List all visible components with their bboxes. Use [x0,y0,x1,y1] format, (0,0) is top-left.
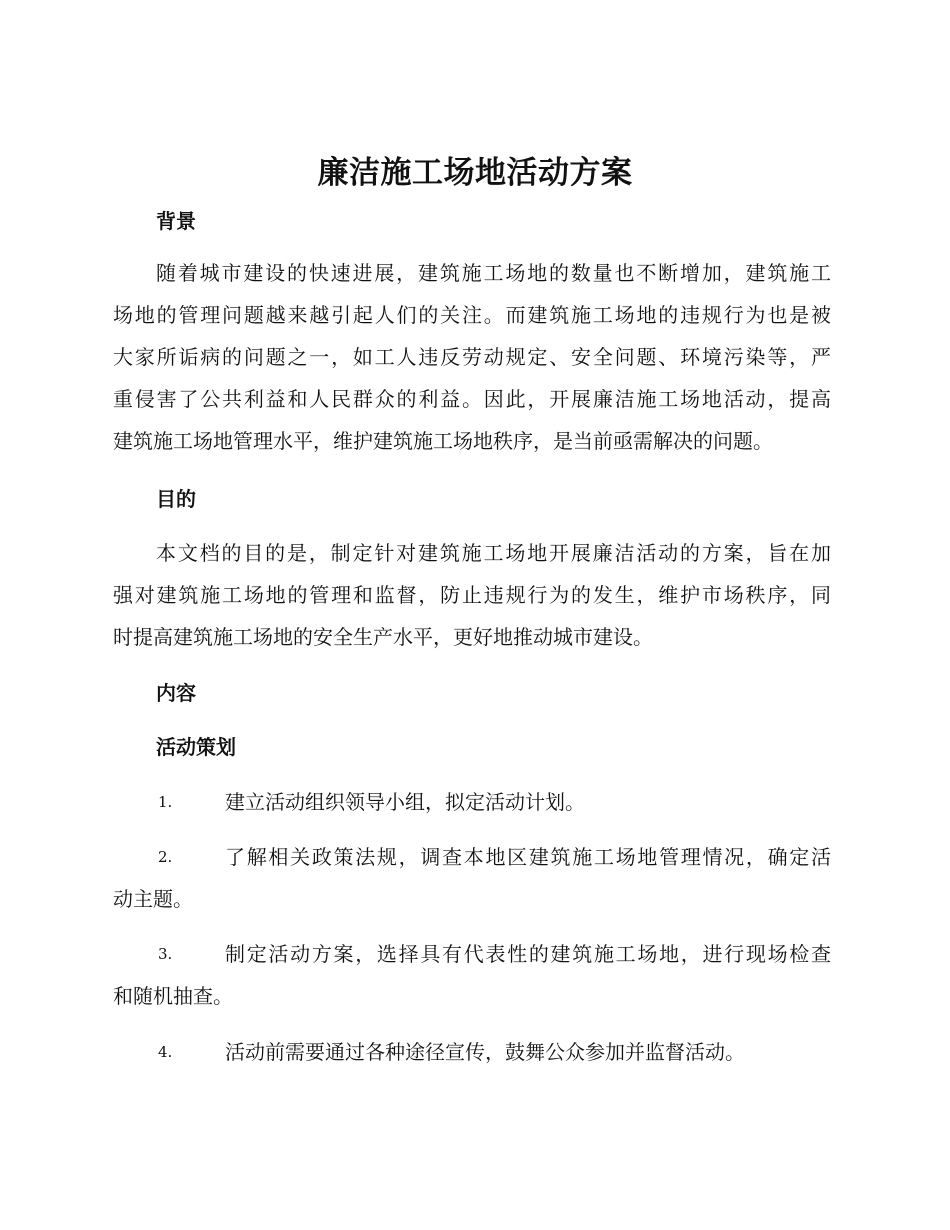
list-item-line: 建立活动组织领导小组，拟定活动计划。 [225,790,585,814]
paragraph-background [113,252,831,462]
list-item-line: 动主题。 [113,887,193,911]
list-item-number: 4. [158,1043,173,1061]
paragraph-line: 随着城市建设的快速进展，建筑施工场地的数量也不断增加，建筑施工 [156,261,831,285]
section-heading-content: 内容 [156,681,196,705]
list-item-line: 和随机抽查。 [113,984,233,1008]
list-item-number: 1. [158,793,173,811]
list-item-line: 制定活动方案，选择具有代表性的建筑施工场地，进行现场检查 [225,942,831,966]
paragraph-line: 大家所诟病的问题之一，如工人违反劳动规定、安全问题、环境污染等，严 [113,345,831,369]
list-item-number: 3. [158,945,173,963]
paragraph-purpose [113,532,831,658]
paragraph-line: 本文档的目的是，制定针对建筑施工场地开展廉洁活动的方案，旨在加 [156,541,831,565]
list-item-line: 了解相关政策法规，调查本地区建筑施工场地管理情况，确定活 [225,845,831,869]
paragraph-line: 重侵害了公共利益和人民群众的利益。因此，开展廉洁施工场地活动，提高 [113,387,831,411]
list-item-line: 活动前需要通过各种途径宣传，鼓舞公众参加并监督活动。 [225,1040,745,1064]
list-item [113,781,831,823]
list-item [113,933,831,1017]
paragraph-line: 场地的管理问题越来越引起人们的关注。而建筑施工场地的违规行为也是被 [113,303,831,327]
section-heading-background: 背景 [156,209,196,233]
subsection-heading-planning: 活动策划 [156,735,236,759]
paragraph-line: 强对建筑施工场地的管理和监督，防止违规行为的发生，维护市场秩序，同 [113,583,831,607]
document-title: 廉洁施工场地活动方案 [317,155,633,191]
section-heading-purpose: 目的 [156,487,196,511]
paragraph-line: 时提高建筑施工场地的安全生产水平，更好地推动城市建设。 [113,625,653,649]
list-item [113,836,831,920]
list-item-number: 2. [158,848,173,866]
list-item [113,1031,831,1073]
paragraph-line: 建筑施工场地管理水平，维护建筑施工场地秩序，是当前亟需解决的问题。 [113,429,773,453]
